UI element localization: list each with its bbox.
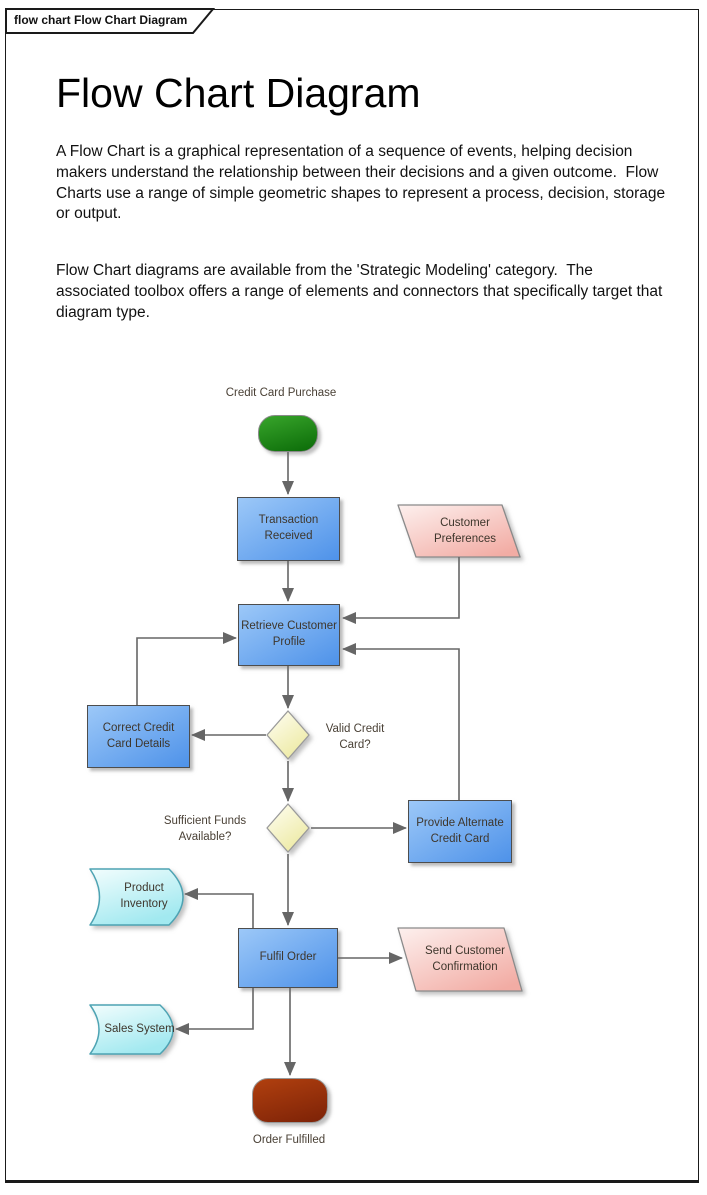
- process-transaction-received-label: Transaction Received: [258, 514, 319, 542]
- frame-tab-title: flow chart Flow Chart Diagram: [14, 13, 188, 27]
- diamond-shape: [265, 709, 311, 761]
- process-correct-credit-card-label: Correct Credit Card Details: [102, 721, 175, 750]
- io-send-customer-confirmation: [396, 927, 524, 993]
- end-node: [252, 1078, 328, 1123]
- process-retrieve-customer-profile-label: Retrieve Customer Profile: [241, 620, 337, 648]
- storage-product-inventory: [87, 866, 187, 928]
- process-fulfil-order-label: Fulfil Order: [259, 951, 317, 964]
- end-node-label: Order Fulfilled: [252, 1134, 326, 1146]
- decision-sufficient-funds: [265, 802, 311, 854]
- io-customer-preferences: [396, 504, 524, 559]
- decision-sufficient-funds-label: Sufficient Funds Available?: [163, 815, 247, 843]
- process-correct-credit-card: [87, 705, 190, 768]
- process-fulfil-order: [238, 928, 338, 988]
- storage-sales-system: [87, 1002, 179, 1057]
- decision-valid-credit-card: [265, 709, 311, 761]
- process-provide-alternate-card-label: Provide Alternate Credit Card: [416, 816, 504, 845]
- process-retrieve-customer-profile: [238, 604, 340, 666]
- intro-paragraph: A Flow Chart is a graphical representation of a sequence of events, helping decision makers understand the relationship between their decisions and a given outcome. Flow Charts use a range of simple geometric shapes to represent a process, decision, storage or output.: [56, 143, 670, 223]
- storage-sales-system-label: Sales System: [104, 1022, 175, 1035]
- io-customer-preferences-label: Customer Preferences: [433, 516, 496, 545]
- decision-valid-credit-card-label: Valid Credit Card?: [325, 723, 385, 751]
- process-transaction-received: [237, 497, 340, 561]
- start-node: [258, 415, 318, 452]
- page-title: Flow Chart Diagram: [56, 70, 421, 116]
- toolbox-paragraph: Flow Chart diagrams are available from the 'Strategic Modeling' category. The associated toolbox offers a range of elements and connectors that specifically target that diagram type.: [56, 262, 667, 321]
- start-node-label: Credit Card Purchase: [225, 387, 337, 399]
- diamond-shape: [265, 802, 311, 854]
- io-send-customer-confirmation-label: Send Customer Confirmation: [425, 945, 505, 973]
- process-provide-alternate-card: [408, 800, 512, 863]
- storage-product-inventory-label: Product Inventory: [120, 882, 168, 910]
